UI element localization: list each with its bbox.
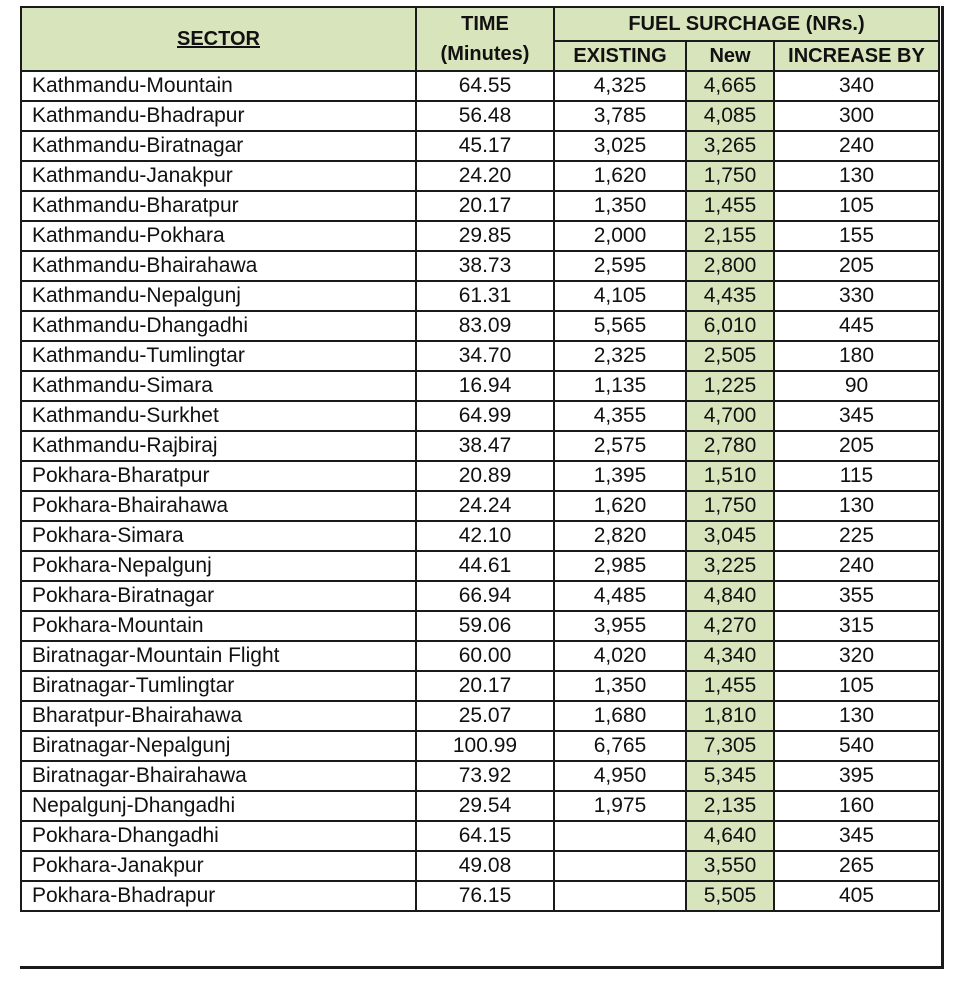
new-cell: 5,505 (686, 881, 774, 911)
new-cell: 3,550 (686, 851, 774, 881)
time-cell: 24.24 (416, 491, 554, 521)
table-row (21, 401, 939, 431)
table-row (21, 131, 939, 161)
new-cell: 2,505 (686, 341, 774, 371)
table-row (21, 851, 939, 881)
table-row (21, 581, 939, 611)
time-cell: 25.07 (416, 701, 554, 731)
existing-cell: 1,620 (554, 491, 686, 521)
time-cell: 45.17 (416, 131, 554, 161)
column-group-fuel-surcharge: FUEL SURCHAGE (NRs.) (554, 7, 939, 41)
new-cell: 3,265 (686, 131, 774, 161)
sector-cell: Bharatpur-Bhairahawa (21, 701, 416, 731)
existing-cell: 2,000 (554, 221, 686, 251)
new-cell: 2,780 (686, 431, 774, 461)
increase-cell: 105 (774, 191, 939, 221)
existing-cell: 2,325 (554, 341, 686, 371)
sector-cell: Kathmandu-Bhadrapur (21, 101, 416, 131)
table-row (21, 71, 939, 101)
increase-cell: 265 (774, 851, 939, 881)
column-header-existing: EXISTING (554, 41, 686, 71)
sector-cell: Nepalgunj-Dhangadhi (21, 791, 416, 821)
table-row (21, 251, 939, 281)
existing-cell: 1,350 (554, 671, 686, 701)
table-row (21, 701, 939, 731)
table-row (21, 311, 939, 341)
column-header-time (416, 7, 554, 71)
new-cell: 2,800 (686, 251, 774, 281)
new-cell: 2,155 (686, 221, 774, 251)
existing-cell: 1,680 (554, 701, 686, 731)
new-cell: 3,225 (686, 551, 774, 581)
time-cell: 44.61 (416, 551, 554, 581)
new-cell: 1,810 (686, 701, 774, 731)
sector-cell: Biratnagar-Tumlingtar (21, 671, 416, 701)
time-cell: 29.85 (416, 221, 554, 251)
increase-cell: 205 (774, 251, 939, 281)
increase-cell: 320 (774, 641, 939, 671)
existing-cell (554, 821, 686, 851)
time-cell: 100.99 (416, 731, 554, 761)
time-cell: 83.09 (416, 311, 554, 341)
new-cell: 1,510 (686, 461, 774, 491)
new-cell: 1,455 (686, 191, 774, 221)
existing-cell: 2,595 (554, 251, 686, 281)
time-cell: 60.00 (416, 641, 554, 671)
time-cell: 73.92 (416, 761, 554, 791)
new-cell: 4,840 (686, 581, 774, 611)
existing-cell: 4,950 (554, 761, 686, 791)
existing-cell: 3,955 (554, 611, 686, 641)
table-row (21, 731, 939, 761)
increase-cell: 445 (774, 311, 939, 341)
existing-cell: 4,325 (554, 71, 686, 101)
new-cell: 4,085 (686, 101, 774, 131)
increase-cell: 90 (774, 371, 939, 401)
existing-cell: 1,350 (554, 191, 686, 221)
increase-cell: 345 (774, 401, 939, 431)
existing-cell: 1,395 (554, 461, 686, 491)
time-cell: 64.15 (416, 821, 554, 851)
table-row (21, 641, 939, 671)
table-row (21, 611, 939, 641)
table-right-border (941, 6, 944, 968)
table-row (21, 161, 939, 191)
table-row (21, 761, 939, 791)
increase-cell: 225 (774, 521, 939, 551)
sector-cell: Kathmandu-Nepalgunj (21, 281, 416, 311)
increase-cell: 345 (774, 821, 939, 851)
existing-cell (554, 851, 686, 881)
increase-cell: 160 (774, 791, 939, 821)
sector-cell: Kathmandu-Simara (21, 371, 416, 401)
time-cell: 38.47 (416, 431, 554, 461)
increase-cell: 300 (774, 101, 939, 131)
sector-cell: Kathmandu-Janakpur (21, 161, 416, 191)
existing-cell: 1,975 (554, 791, 686, 821)
table-row (21, 671, 939, 701)
new-cell: 7,305 (686, 731, 774, 761)
sector-cell: Pokhara-Nepalgunj (21, 551, 416, 581)
time-cell: 64.55 (416, 71, 554, 101)
time-cell: 66.94 (416, 581, 554, 611)
column-header-sector: SECTOR (21, 7, 416, 71)
time-cell: 20.17 (416, 671, 554, 701)
sector-cell: Kathmandu-Bhairahawa (21, 251, 416, 281)
time-header-line1: TIME (461, 13, 509, 35)
existing-cell: 2,820 (554, 521, 686, 551)
time-cell: 42.10 (416, 521, 554, 551)
table-bottom-border (20, 966, 944, 969)
new-cell: 4,435 (686, 281, 774, 311)
time-cell: 76.15 (416, 881, 554, 911)
time-header-line2: (Minutes) (440, 43, 530, 65)
time-cell: 56.48 (416, 101, 554, 131)
table-row (21, 821, 939, 851)
fuel-surcharge-sheet (20, 6, 940, 912)
existing-cell: 4,020 (554, 641, 686, 671)
new-cell: 1,455 (686, 671, 774, 701)
existing-cell: 2,575 (554, 431, 686, 461)
table-row (21, 281, 939, 311)
new-cell: 4,340 (686, 641, 774, 671)
increase-cell: 405 (774, 881, 939, 911)
increase-cell: 205 (774, 431, 939, 461)
increase-cell: 130 (774, 491, 939, 521)
increase-cell: 155 (774, 221, 939, 251)
existing-cell: 1,135 (554, 371, 686, 401)
existing-cell: 1,620 (554, 161, 686, 191)
sector-cell: Biratnagar-Nepalgunj (21, 731, 416, 761)
new-cell: 1,750 (686, 491, 774, 521)
sector-cell: Pokhara-Bharatpur (21, 461, 416, 491)
existing-cell: 3,025 (554, 131, 686, 161)
column-header-increase: INCREASE BY (774, 41, 939, 71)
sector-cell: Pokhara-Bhadrapur (21, 881, 416, 911)
table-body (21, 71, 939, 911)
new-cell: 5,345 (686, 761, 774, 791)
increase-cell: 180 (774, 341, 939, 371)
time-cell: 34.70 (416, 341, 554, 371)
sector-cell: Kathmandu-Mountain (21, 71, 416, 101)
table-row (21, 191, 939, 221)
sector-cell: Pokhara-Biratnagar (21, 581, 416, 611)
sector-cell: Pokhara-Simara (21, 521, 416, 551)
table-row (21, 341, 939, 371)
increase-cell: 105 (774, 671, 939, 701)
increase-cell: 340 (774, 71, 939, 101)
increase-cell: 315 (774, 611, 939, 641)
time-cell: 59.06 (416, 611, 554, 641)
existing-cell (554, 881, 686, 911)
existing-cell: 2,985 (554, 551, 686, 581)
time-cell: 20.17 (416, 191, 554, 221)
new-cell: 4,270 (686, 611, 774, 641)
table-row (21, 431, 939, 461)
existing-cell: 5,565 (554, 311, 686, 341)
time-cell: 20.89 (416, 461, 554, 491)
new-cell: 2,135 (686, 791, 774, 821)
time-cell: 64.99 (416, 401, 554, 431)
fuel-surcharge-table (20, 6, 940, 912)
new-cell: 4,700 (686, 401, 774, 431)
sector-cell: Pokhara-Mountain (21, 611, 416, 641)
time-cell: 29.54 (416, 791, 554, 821)
sector-cell: Kathmandu-Pokhara (21, 221, 416, 251)
increase-cell: 240 (774, 551, 939, 581)
sector-cell: Kathmandu-Dhangadhi (21, 311, 416, 341)
table-row (21, 461, 939, 491)
time-cell: 49.08 (416, 851, 554, 881)
table-row (21, 101, 939, 131)
increase-cell: 540 (774, 731, 939, 761)
sector-cell: Pokhara-Dhangadhi (21, 821, 416, 851)
time-cell: 61.31 (416, 281, 554, 311)
time-cell: 24.20 (416, 161, 554, 191)
sector-cell: Kathmandu-Rajbiraj (21, 431, 416, 461)
new-cell: 4,665 (686, 71, 774, 101)
increase-cell: 395 (774, 761, 939, 791)
new-cell: 1,225 (686, 371, 774, 401)
sector-cell: Biratnagar-Mountain Flight (21, 641, 416, 671)
existing-cell: 4,355 (554, 401, 686, 431)
existing-cell: 4,485 (554, 581, 686, 611)
table-row (21, 551, 939, 581)
table-row (21, 791, 939, 821)
new-cell: 1,750 (686, 161, 774, 191)
sector-cell: Kathmandu-Surkhet (21, 401, 416, 431)
increase-cell: 115 (774, 461, 939, 491)
existing-cell: 3,785 (554, 101, 686, 131)
sector-cell: Kathmandu-Biratnagar (21, 131, 416, 161)
table-row (21, 521, 939, 551)
increase-cell: 130 (774, 161, 939, 191)
table-row (21, 491, 939, 521)
table-row (21, 881, 939, 911)
table-row (21, 371, 939, 401)
new-cell: 6,010 (686, 311, 774, 341)
new-cell: 3,045 (686, 521, 774, 551)
increase-cell: 240 (774, 131, 939, 161)
sector-cell: Pokhara-Bhairahawa (21, 491, 416, 521)
column-header-new: New (686, 41, 774, 71)
existing-cell: 4,105 (554, 281, 686, 311)
time-cell: 38.73 (416, 251, 554, 281)
sector-cell: Biratnagar-Bhairahawa (21, 761, 416, 791)
time-cell: 16.94 (416, 371, 554, 401)
existing-cell: 6,765 (554, 731, 686, 761)
new-cell: 4,640 (686, 821, 774, 851)
increase-cell: 355 (774, 581, 939, 611)
table-row (21, 221, 939, 251)
increase-cell: 330 (774, 281, 939, 311)
sector-cell: Kathmandu-Bharatpur (21, 191, 416, 221)
increase-cell: 130 (774, 701, 939, 731)
sector-cell: Kathmandu-Tumlingtar (21, 341, 416, 371)
sector-cell: Pokhara-Janakpur (21, 851, 416, 881)
header-row-top (21, 7, 939, 41)
